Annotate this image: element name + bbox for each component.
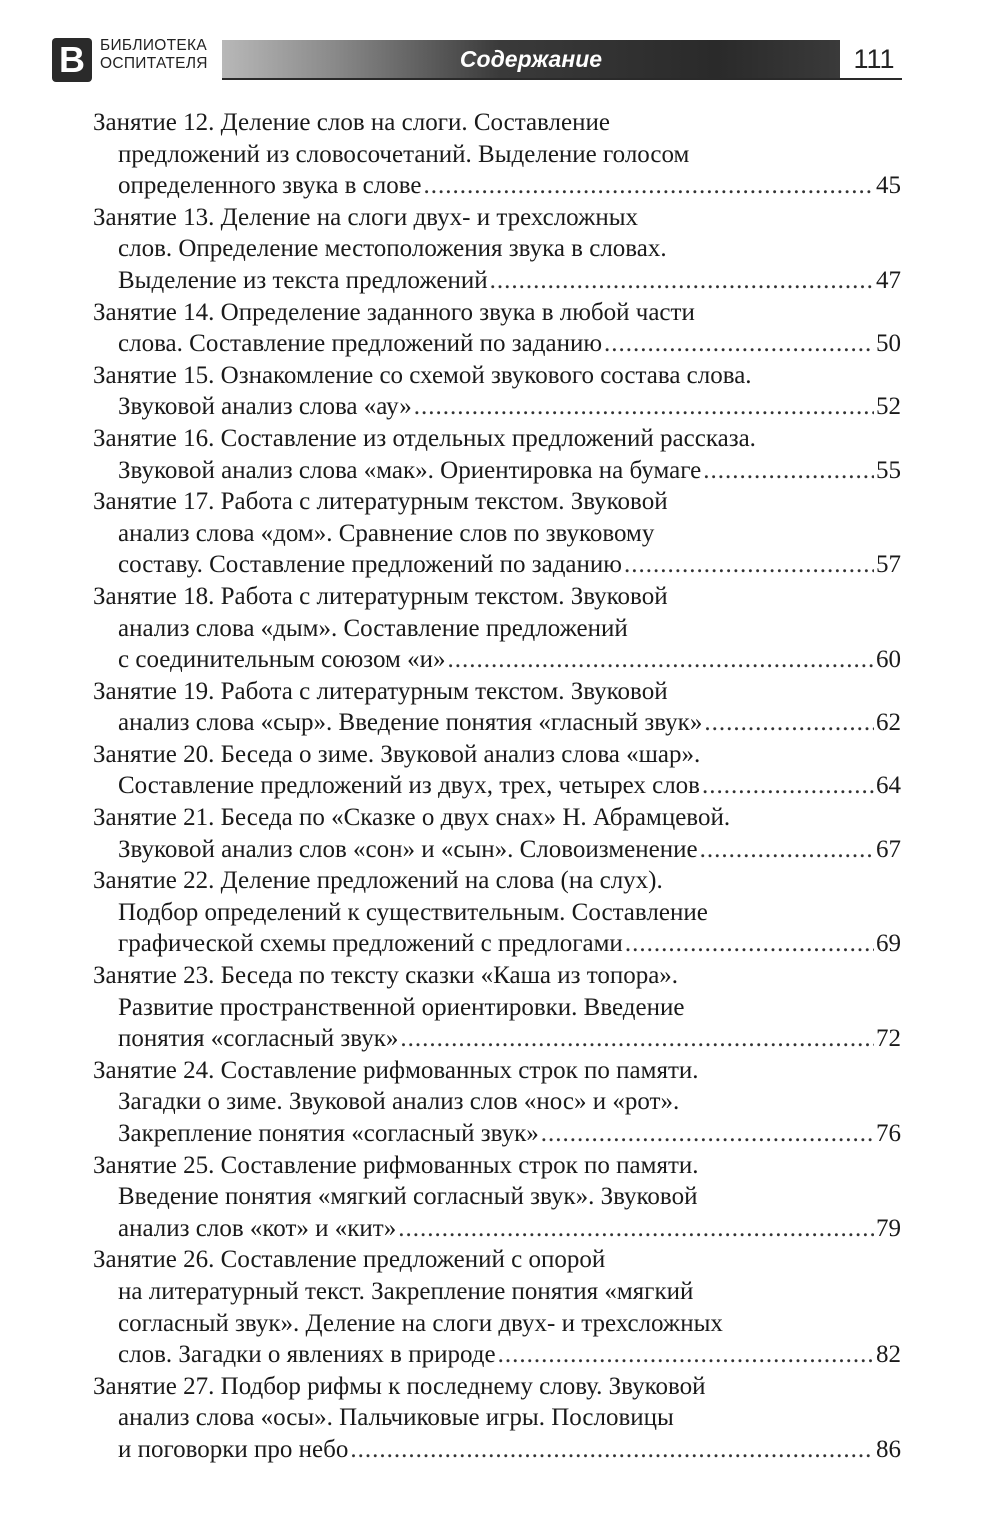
toc-entry-line: Занятие 14. Определение заданного звука в любой части	[93, 298, 695, 326]
toc-entry-last-line	[93, 1434, 901, 1466]
page-header	[0, 0, 1000, 110]
toc-entry-line: Занятие 26. Составление предложений с опорой	[93, 1246, 606, 1274]
toc-entry-last-line	[93, 1339, 901, 1371]
dot-leader	[350, 1434, 874, 1466]
toc-entry	[93, 802, 901, 865]
toc-entry	[93, 202, 901, 297]
toc-entry	[93, 865, 901, 960]
toc-entry-line: предложений из словосочетаний. Выделение голосом	[118, 140, 690, 168]
toc-entry-line: на литературный текст. Закрепление понятия «мягкий	[118, 1277, 694, 1305]
toc-page-number: 45	[876, 172, 901, 200]
toc-entry-last-line	[93, 265, 901, 297]
toc-entry-line: определенного звука в слове	[118, 172, 422, 200]
toc-entry	[93, 1055, 901, 1150]
toc-entry	[93, 423, 901, 486]
toc-entry-last-line	[93, 455, 901, 487]
toc-entry-last-line	[93, 928, 901, 960]
toc-entry-line: согласный звук». Деление на слоги двух- и трехсложных	[118, 1309, 723, 1337]
dot-leader	[414, 391, 874, 423]
toc-entry-line: графической схемы предложений с предлогами	[118, 930, 623, 958]
toc-page-number: 52	[876, 393, 901, 421]
toc-page-number: 67	[876, 835, 901, 863]
toc-entry-line: и поговорки про небо	[118, 1435, 349, 1463]
toc-entry-line: Занятие 21. Беседа по «Сказке о двух снах» Н. Абрамцевой.	[93, 804, 731, 832]
toc-entry-line: Закрепление понятия «согласный звук»	[118, 1120, 539, 1147]
toc-entry-line: Развитие пространственной ориентировки. Введение	[118, 993, 685, 1021]
toc-entry-line: Звуковой анализ слов «сон» и «сын». Словоизменение	[118, 835, 698, 863]
toc-entry-line: Занятие 15. Ознакомление со схемой звукового состава слова.	[93, 361, 752, 389]
toc-entry	[93, 1244, 901, 1370]
dot-leader	[624, 549, 874, 581]
toc-entry-line: Составление предложений из двух, трех, четырех слов	[118, 772, 700, 800]
toc-entry-line: Занятие 13. Деление на слоги двух- и трехсложных	[93, 203, 639, 231]
toc-entry-line: Занятие 25. Составление рифмованных строк по памяти.	[93, 1151, 699, 1179]
toc-entry-line: Звуковой анализ слова «ау»	[118, 393, 412, 421]
toc-entry	[93, 739, 901, 802]
toc-page-number: 60	[876, 646, 901, 674]
toc-entry-last-line	[93, 549, 901, 581]
section-title: Содержание	[459, 46, 603, 72]
toc-entry-line: Введение понятия «мягкий согласный звук». Звуковой	[118, 1183, 698, 1211]
toc-entry-line: Занятие 19. Работа с литературным текстом. Звуковой	[93, 677, 668, 705]
toc-entry-line: анализ слова «дым». Составление предложений	[118, 614, 628, 642]
table-of-contents	[93, 107, 901, 1466]
toc-page-number: 76	[876, 1120, 901, 1147]
brand-line-2: ОСПИТАТЕЛЯ	[100, 55, 208, 72]
toc-page-number: 57	[876, 551, 901, 579]
toc-entry-line: Загадки о зиме. Звуковой анализ слов «нос» и «рот».	[118, 1088, 680, 1116]
toc-entry-last-line	[93, 1118, 901, 1150]
toc-entry	[93, 297, 901, 360]
toc-entry	[93, 360, 901, 423]
toc-page-number: 50	[876, 330, 901, 358]
toc-entry-last-line	[93, 391, 901, 423]
toc-entry	[93, 676, 901, 739]
toc-page-number: 69	[876, 930, 901, 958]
toc-page-number: 79	[876, 1214, 901, 1242]
library-logo: В	[52, 38, 92, 82]
toc-entry-line: слова. Составление предложений по заданию	[118, 330, 603, 358]
dot-leader	[703, 455, 874, 487]
toc-page-number: 86	[876, 1435, 901, 1463]
header-divider	[222, 78, 902, 80]
toc-entry-line: Занятие 27. Подбор рифмы к последнему слову. Звуковой	[93, 1372, 706, 1400]
toc-entry-line: слов. Загадки о явлениях в природе	[118, 1341, 496, 1369]
page-number: 111	[853, 44, 895, 74]
dot-leader	[604, 328, 874, 360]
toc-page-number: 82	[876, 1341, 901, 1369]
dot-leader	[702, 770, 874, 802]
dot-leader	[700, 834, 874, 866]
toc-entry-line: Занятие 16. Составление из отдельных предложений рассказа.	[93, 424, 756, 452]
toc-entry-last-line	[93, 170, 901, 202]
toc-entry-line: с соединительным союзом «и»	[118, 646, 446, 674]
toc-entry-line: Занятие 23. Беседа по тексту сказки «Каша из топора».	[93, 962, 679, 990]
brand-line-1: БИБЛИОТЕКА	[100, 37, 208, 54]
toc-entry-last-line	[93, 644, 901, 676]
toc-entry-line: Занятие 12. Деление слов на слоги. Составление	[93, 109, 610, 136]
toc-entry-line: Занятие 24. Составление рифмованных строк по памяти.	[93, 1056, 699, 1084]
dot-leader	[498, 1339, 874, 1371]
dot-leader	[490, 265, 874, 297]
toc-entry-line: анализ слова «осы». Пальчиковые игры. Пословицы	[118, 1404, 674, 1432]
dot-leader	[625, 928, 874, 960]
toc-page-number: 72	[876, 1025, 901, 1053]
toc-entry-last-line	[93, 770, 901, 802]
toc-entry-line: Звуковой анализ слова «мак». Ориентировка на бумаге	[118, 456, 702, 484]
dot-leader	[704, 707, 874, 739]
toc-page-number: 47	[876, 266, 901, 294]
toc-entry-line: Подбор определений к существительным. Составление	[118, 898, 708, 926]
dot-leader	[424, 170, 875, 202]
toc-entry-last-line	[93, 328, 901, 360]
dot-leader	[541, 1118, 874, 1150]
toc-entry-line: анализ слова «дом». Сравнение слов по звуковому	[118, 519, 655, 547]
toc-entry-line: анализ слова «сыр». Введение понятия «гласный звук»	[118, 709, 703, 737]
toc-entry-line: Занятие 17. Работа с литературным текстом. Звуковой	[93, 488, 668, 516]
toc-entry-line: Выделение из текста предложений	[118, 266, 488, 294]
toc-entry-line: составу. Составление предложений по заданию	[118, 551, 622, 579]
toc-entry-last-line	[93, 707, 901, 739]
toc-entry	[93, 107, 901, 202]
library-brand	[100, 37, 208, 73]
toc-page-number: 55	[876, 456, 901, 484]
toc-entry-line: Занятие 22. Деление предложений на слова (на слух).	[93, 867, 663, 895]
toc-entry-last-line	[93, 1213, 901, 1245]
toc-entry	[93, 960, 901, 1055]
toc-page-number: 62	[876, 709, 901, 737]
toc-entry-last-line	[93, 834, 901, 866]
toc-entry	[93, 1150, 901, 1245]
toc-page-number: 64	[876, 772, 901, 800]
toc-entry-line: Занятие 20. Беседа о зиме. Звуковой анализ слова «шар».	[93, 740, 701, 768]
toc-entry-line: слов. Определение местоположения звука в словах.	[118, 235, 667, 263]
toc-entry	[93, 581, 901, 676]
dot-leader	[448, 644, 875, 676]
dot-leader	[400, 1023, 874, 1055]
toc-entry-last-line	[93, 1023, 901, 1055]
toc-entry-line: анализ слов «кот» и «кит»	[118, 1214, 397, 1242]
toc-entry-line: понятия «согласный звук»	[118, 1025, 399, 1053]
dot-leader	[398, 1213, 874, 1245]
toc-entry	[93, 1371, 901, 1466]
toc-entry-line: Занятие 18. Работа с литературным текстом. Звуковой	[93, 582, 668, 610]
toc-entry	[93, 486, 901, 581]
